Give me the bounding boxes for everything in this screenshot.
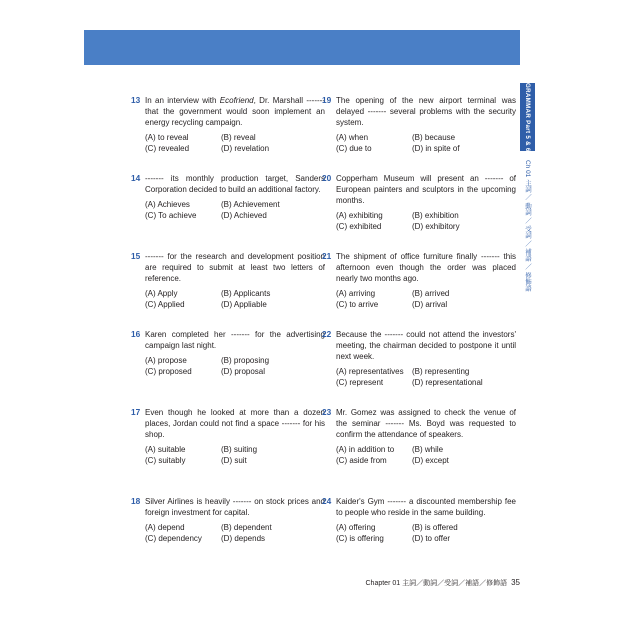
answer-options: [145, 199, 325, 221]
question-stem: Karen completed her ------- for the advertising campaign last night.: [145, 330, 325, 350]
answer-options: [145, 288, 325, 310]
option-d[interactable]: (D) to offer: [412, 534, 451, 543]
option-a[interactable]: (A) when: [336, 133, 369, 142]
header-banner: [84, 30, 520, 65]
option-d[interactable]: (D) revelation: [221, 144, 270, 153]
question-18: [131, 496, 325, 544]
question-number: 13: [131, 95, 141, 105]
option-a[interactable]: (A) suitable: [145, 445, 186, 454]
question-stem: Kaider's Gym ------- a discounted membership fee to people who reside in the same building.: [336, 497, 516, 517]
question-stem: Copperham Museum will present an ------- of European painters and sculptors in the upcoming months.: [336, 174, 516, 205]
question-20: [322, 173, 516, 232]
question-number: 19: [322, 95, 332, 105]
question-19: [322, 95, 516, 154]
answer-options: [336, 444, 516, 466]
option-d[interactable]: (D) representational: [412, 378, 483, 387]
option-c[interactable]: (C) due to: [336, 144, 372, 153]
option-b[interactable]: (B) suiting: [221, 445, 258, 454]
option-b[interactable]: (B) because: [412, 133, 456, 142]
option-a[interactable]: (A) depend: [145, 523, 185, 532]
question-number: 15: [131, 251, 141, 261]
question-14: [131, 173, 325, 221]
option-a[interactable]: (A) Apply: [145, 289, 178, 298]
answer-options: [336, 522, 516, 544]
question-stem: In an interview with Ecofriend, Dr. Marshall ------- that the government would soon implement an energy recycling campaign.: [145, 96, 325, 127]
question-21: [322, 251, 516, 310]
section-tab: [520, 83, 535, 151]
question-number: 23: [322, 407, 332, 417]
page-number: 35: [511, 578, 520, 587]
option-b[interactable]: (B) while: [412, 445, 444, 454]
question-stem: Mr. Gomez was assigned to check the venue of the seminar ------- Ms. Boyd was requested to confirm the attendance of speakers.: [336, 408, 516, 439]
section-tab-label: GRAMMAR Part 5 & 6: [524, 82, 531, 152]
question-number: 20: [322, 173, 332, 183]
option-a[interactable]: (A) representatives: [336, 367, 404, 376]
question-stem: ------- for the research and development position are required to submit at least two letters of reference.: [145, 252, 325, 283]
chapter-side-label: [520, 160, 535, 292]
question-22: [322, 329, 516, 388]
question-number: 24: [322, 496, 332, 506]
option-c[interactable]: (C) To achieve: [145, 211, 197, 220]
option-a[interactable]: (A) exhibiting: [336, 211, 383, 220]
option-b[interactable]: (B) Achievement: [221, 200, 280, 209]
chapter-side-text: Ch 01 主詞 ／ 動詞 ／ 受詞 ／ 補語 ／ 修飾語: [524, 160, 531, 292]
question-number: 17: [131, 407, 141, 417]
answer-options: [336, 132, 516, 154]
option-c[interactable]: (C) to arrive: [336, 300, 379, 309]
option-d[interactable]: (D) except: [412, 456, 449, 465]
question-15: [131, 251, 325, 310]
option-a[interactable]: (A) propose: [145, 356, 187, 365]
question-stem: The shipment of office furniture finally ------- this afternoon even though the order was placed nearly two months ago.: [336, 252, 516, 283]
question-13: [131, 95, 325, 154]
question-number: 21: [322, 251, 332, 261]
option-b[interactable]: (B) arrived: [412, 289, 450, 298]
page-footer: [360, 578, 520, 588]
question-number: 18: [131, 496, 141, 506]
answer-options: [145, 522, 325, 544]
option-c[interactable]: (C) proposed: [145, 367, 192, 376]
option-b[interactable]: (B) is offered: [412, 523, 458, 532]
option-b[interactable]: (B) proposing: [221, 356, 270, 365]
option-a[interactable]: (A) in addition to: [336, 445, 395, 454]
question-stem: ------- its monthly production target, Sanders Corporation decided to build an additional factory.: [145, 174, 325, 194]
answer-options: [145, 444, 325, 466]
answer-options: [336, 288, 516, 310]
option-d[interactable]: (D) exhibitory: [412, 222, 460, 231]
option-c[interactable]: (C) revealed: [145, 144, 190, 153]
option-d[interactable]: (D) in spite of: [412, 144, 460, 153]
option-c[interactable]: (C) dependency: [145, 534, 202, 543]
answer-options: [145, 355, 325, 377]
question-stem: Because the ------- could not attend the investors' meeting, the chairman decided to postpone it until next week.: [336, 330, 516, 361]
option-b[interactable]: (B) reveal: [221, 133, 256, 142]
answer-options: [336, 366, 516, 388]
question-24: [322, 496, 516, 544]
option-c[interactable]: (C) exhibited: [336, 222, 382, 231]
option-d[interactable]: (D) arrival: [412, 300, 448, 309]
option-c[interactable]: (C) is offering: [336, 534, 384, 543]
option-c[interactable]: (C) Applied: [145, 300, 185, 309]
question-number: 14: [131, 173, 141, 183]
option-a[interactable]: (A) to reveal: [145, 133, 189, 142]
option-b[interactable]: (B) Applicants: [221, 289, 271, 298]
question-16: [131, 329, 325, 377]
option-c[interactable]: (C) aside from: [336, 456, 387, 465]
option-d[interactable]: (D) proposal: [221, 367, 266, 376]
option-c[interactable]: (C) suitably: [145, 456, 186, 465]
option-b[interactable]: (B) exhibition: [412, 211, 459, 220]
option-d[interactable]: (D) Achieved: [221, 211, 267, 220]
answer-options: [336, 210, 516, 232]
question-number: 16: [131, 329, 141, 339]
question-23: [322, 407, 516, 466]
question-17: [131, 407, 325, 466]
option-a[interactable]: (A) arriving: [336, 289, 376, 298]
option-a[interactable]: (A) offering: [336, 523, 376, 532]
question-stem: The opening of the new airport terminal was delayed ------- several problems with the security system.: [336, 96, 516, 127]
question-stem: Even though he looked at more than a dozen places, Jordan could not find a space ------- for his shop.: [145, 408, 325, 439]
answer-options: [145, 132, 325, 154]
question-stem: Silver Airlines is heavily ------- on stock prices and foreign investment for capital.: [145, 497, 325, 517]
option-c[interactable]: (C) represent: [336, 378, 384, 387]
option-d[interactable]: (D) suit: [221, 456, 247, 465]
option-d[interactable]: (D) Appliable: [221, 300, 267, 309]
option-b[interactable]: (B) dependent: [221, 523, 272, 532]
option-a[interactable]: (A) Achieves: [145, 200, 190, 209]
footer-chapter: Chapter 01 主詞／動詞／受詞／補語／修飾語: [365, 580, 508, 587]
question-number: 22: [322, 329, 332, 339]
option-d[interactable]: (D) depends: [221, 534, 266, 543]
option-b[interactable]: (B) representing: [412, 367, 470, 376]
